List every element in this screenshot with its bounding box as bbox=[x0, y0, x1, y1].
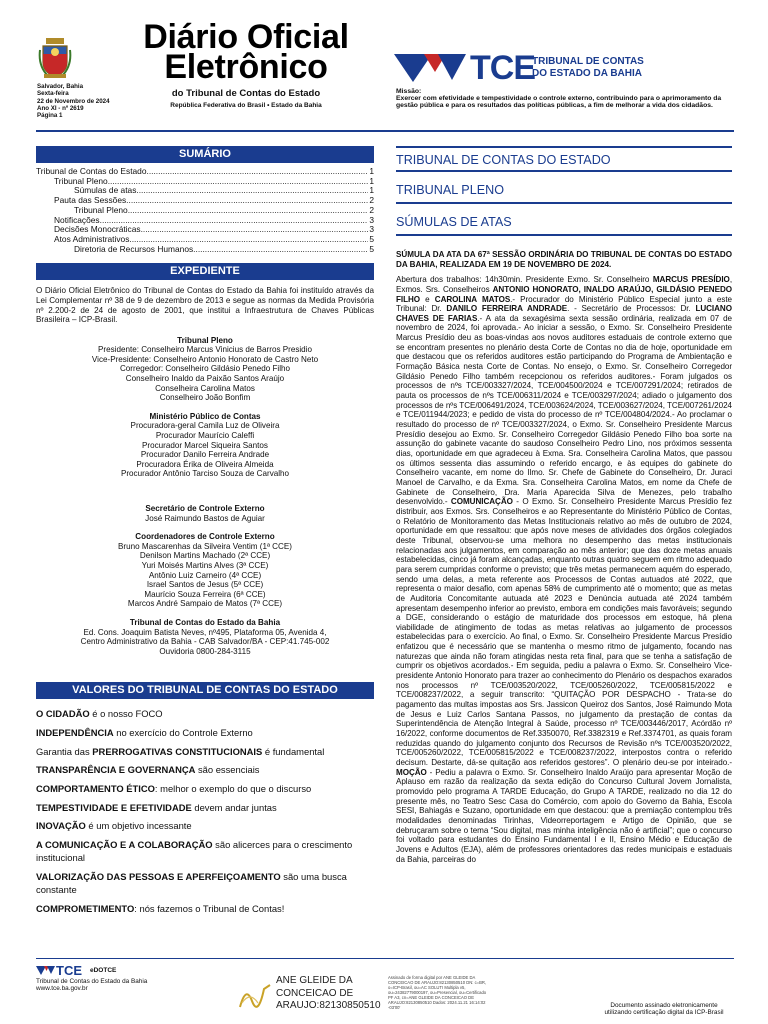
toc-entry-page: 3 bbox=[369, 215, 374, 225]
tce-address-heading: Tribunal de Contas do Estado da Bahia bbox=[129, 617, 281, 627]
toc-entry[interactable] bbox=[36, 206, 374, 216]
valor-item bbox=[36, 819, 374, 832]
toc-entry[interactable] bbox=[36, 225, 374, 235]
toc-entry[interactable] bbox=[36, 196, 374, 206]
pleno-member: Presidente: Conselheiro Marcus Vinicius de Barros Presidio bbox=[98, 345, 312, 355]
tce-logo-name-line1: TRIBUNAL DE CONTAS bbox=[532, 56, 644, 67]
body-run: .- Procurador do Ministério Público Especial junto a este Tribunal: Dr. bbox=[396, 294, 732, 314]
footer-tce-word: TCE bbox=[56, 963, 82, 978]
mission-statement bbox=[396, 88, 736, 110]
section-heading-sumulas: SÚMULAS DE ATAS bbox=[396, 210, 732, 236]
tce-logo-name-line2: DO ESTADO DA BAHIA bbox=[532, 67, 642, 79]
pleno-member: Conselheira Carolina Matos bbox=[155, 383, 255, 393]
valor-text-post: devem andar juntas bbox=[191, 801, 277, 813]
coordinator-name: Bruno Mascarenhas da Silveira Ventim (1ª CCE) bbox=[118, 541, 292, 551]
toc-entry[interactable] bbox=[36, 186, 374, 196]
header-divider bbox=[36, 130, 734, 132]
toc-entry-page: 3 bbox=[369, 225, 374, 235]
toc-entry[interactable] bbox=[36, 235, 374, 245]
body-run-bold: CAROLINA MATOS bbox=[434, 294, 511, 304]
toc-entry-page: 1 bbox=[369, 176, 374, 186]
valor-text-post: são uma busca constante bbox=[36, 871, 347, 896]
expediente-title: EXPEDIENTE bbox=[36, 263, 374, 280]
footer-edotce: eDOTCE bbox=[90, 967, 117, 974]
masthead-subtitle: do Tribunal de Contas do Estado bbox=[171, 88, 321, 99]
tce-logo bbox=[394, 50, 664, 88]
masthead-republic: República Federativa do Brasil • Estado da Bahia bbox=[170, 102, 322, 109]
toc-entry-label: Tribunal Pleno bbox=[74, 205, 128, 215]
toc-entry-page: 5 bbox=[369, 234, 374, 244]
valor-text-post: é o nosso FOCO bbox=[89, 708, 163, 720]
signer-name-line1: ANE GLEIDE DA bbox=[276, 975, 353, 986]
valor-item bbox=[36, 838, 374, 865]
mp-member: Procurador Marcel Siqueira Santos bbox=[142, 440, 268, 450]
footer-divider bbox=[36, 958, 734, 959]
toc-entry-label: Tribunal de Contas do Estado bbox=[36, 167, 147, 176]
mission-label: Missão: bbox=[396, 88, 422, 95]
valor-text-bold: COMPORTAMENTO ÉTICO bbox=[36, 783, 155, 795]
toc-entry-label: Diretoria de Recursos Humanos bbox=[74, 244, 194, 254]
body-run-bold: MARCUS PRESÍDIO bbox=[652, 275, 730, 285]
weekday-text: Sexta-feira bbox=[37, 90, 69, 98]
coordinator-name: Israel Santos de Jesus (5ª CCE) bbox=[146, 580, 264, 590]
toc-entry[interactable] bbox=[36, 216, 374, 226]
valor-text-bold: COMPROMETIMENTO bbox=[36, 903, 135, 915]
valor-item bbox=[36, 801, 374, 814]
date-text: 22 de Novembro de 2024 bbox=[37, 97, 110, 105]
toc-entry[interactable] bbox=[36, 167, 374, 177]
signer-name-line2: CONCEICAO DE bbox=[276, 987, 354, 999]
bahia-coat-of-arms-icon bbox=[38, 36, 72, 80]
valor-item bbox=[36, 763, 374, 776]
digital-signature bbox=[238, 975, 388, 1015]
page-number: Página 1 bbox=[37, 112, 63, 120]
signature-seal-icon bbox=[238, 981, 272, 1011]
toc-entry-label: Pauta das Sessões bbox=[54, 196, 127, 206]
toc-entry-label: Notificações bbox=[54, 215, 100, 225]
body-run: . - Secretário de Processos: Dr. bbox=[567, 304, 696, 314]
coordinator-name: Marcos André Sampaio de Matos (7ª CCE) bbox=[127, 599, 283, 609]
mp-block bbox=[36, 412, 374, 479]
valor-text-post: é um objetivo incessante bbox=[85, 820, 192, 832]
mission-text: Exercer com efetividade e tempestividade o controle externo, contribuindo para o aprimoramento da gestão pública e para os resultados das políticas públicas, a fim de melhorar a vida dos cidadãos. bbox=[396, 95, 722, 110]
tce-logo-word: TCE bbox=[470, 49, 535, 87]
toc-dot-leader bbox=[147, 167, 369, 177]
sumula-body bbox=[396, 275, 732, 864]
pleno-list bbox=[36, 345, 374, 403]
tce-address-line: Ouvidoria 0800-284-3115 bbox=[159, 646, 251, 656]
coordinators-heading: Coordenadores de Controle Externo bbox=[135, 532, 275, 542]
tce-emblem-icon bbox=[394, 52, 470, 86]
masthead bbox=[126, 18, 366, 109]
location-text: Salvador, Bahia bbox=[37, 83, 84, 90]
toc-entry-label: Decisões Monocráticas bbox=[54, 225, 141, 235]
body-run: .- A ata da sexagésima sexta sessão ordinária, realizada em 07 de novembro de 2024, foi aprovada.- Ao iniciar a sessão, o Exmo. Sr. Conselheiro Presidente Marcus Presídio deu as boas-vindas aos novos auditores estaduais de controle externo que se encontram presentes no plenário desta Corte de Contas no dia de hoje, oportunidade em que destacou que os referidos auditores estão participando do Programa de Ambientação e Formação Básica nesta Corte de Contas. No ensejo, o Exmo. Sr. Conselheiro Corregedor Gildásio Penedo Filho também recepcionou os referidos auditores.- Foram julgados os processos de nºs TCE/003327/2024, TCE/004500/2024 e TCE/007291/2024; retirados de pauta os processos de nºs TCE/006311/2024 e TCE/003297/2024; adiado o julgamento dos processos de nºs TCE/006491/2024, TCE/003624/2024, TCE/003627/2024, TCE/007261/2024 e TCE/011944/2023; e pedido de vista do processo de nº TCE/004804/2024.- Ao proclamar o resultado do processo de nº TCE/003327/2024, o Exmo. Sr. Conselheiro Presidente Marcus Presídio desejou ao Exmo. Sr. Conselheiro Corregedor Gildásio Penedo Filho boa sorte na assunção do gabinete vacante do saudoso Conselheiro Pedro Lino, nos próximos sessenta dias, oportunidade em que agradeceu à Exma. Sra. Conselheira Carolina Matos, que passou os últimos sessenta dias assumindo o referido encargo, e às equipes do gabinete do Conselheiro vacante, em nome do Ilmo. Sr. Chefe de Gabinete do Conselheiro, Dr. Juraci Manoel de Carvalho, e da Exma. Sra. Conselheira Carolina Matos, em nome da Chefe de Gabinete de Conselheiro, Dra. Maria Aparecida Silva de Menezes, pelo trabalho desenvolvido.- bbox=[396, 313, 732, 507]
coordinator-name: Yuri Moisés Martins Alves (3ª CCE) bbox=[141, 560, 269, 570]
toc-dot-leader bbox=[193, 245, 368, 255]
sumario-title: SUMÁRIO bbox=[36, 146, 374, 163]
secretary-name: José Raimundo Bastos de Aguiar bbox=[145, 513, 265, 523]
body-run-bold: ANTONIO HONORATO, INALDO ARAÚJO, GILDÁSIO PENEDO FILHO bbox=[396, 284, 732, 304]
section-heading-pleno: TRIBUNAL PLENO bbox=[396, 178, 732, 204]
valor-text-post: : nós fazemos o Tribunal de Contas! bbox=[134, 903, 285, 915]
tce-address-list bbox=[36, 628, 374, 657]
valor-text-bold: O CIDADÃO bbox=[36, 708, 90, 720]
signer-name bbox=[276, 975, 381, 1013]
valor-text-bold: TEMPESTIVIDADE E EFETIVIDADE bbox=[36, 801, 192, 813]
body-run-bold: MOÇÃO bbox=[396, 767, 427, 777]
mp-member: Procuradora-geral Camila Luz de Oliveira bbox=[130, 421, 280, 431]
left-column bbox=[36, 146, 374, 921]
footer-certification-line2: utilizando certificação digital da ICP-Brasil bbox=[604, 1009, 724, 1017]
pleno-member: Corregedor: Conselheiro Gildásio Penedo Filho bbox=[119, 364, 291, 374]
valor-text-bold: INOVAÇÃO bbox=[36, 820, 86, 832]
toc-dot-leader bbox=[128, 206, 369, 216]
signature-details: Assinado de forma digital por ANE GLEIDE DA CONCEICAO DE ARAUJO:82130850510 DN: c=BR, o=ICP-Brasil, ou=AC SOLUTI Multipla v5, ou=24382779000197, ou=Presencial, ou=Certificado PF A3, cn=ANE GLEIDE DA CONCEICAO DE ARAUJO:82130850510 Dados: 2024.11.21 16:14:02 -03'00' bbox=[388, 975, 487, 1010]
toc-dot-leader bbox=[129, 235, 368, 245]
valor-text-post: são essenciais bbox=[195, 764, 260, 776]
pleno-member: Conselheiro Inaldo da Paixão Santos Araújo bbox=[125, 374, 285, 384]
mp-member: Procuradora Érika de Oliveira Almeida bbox=[136, 459, 274, 469]
toc-dot-leader bbox=[100, 216, 369, 226]
toc-entry-page: 5 bbox=[369, 244, 374, 254]
page-header bbox=[0, 0, 768, 140]
body-run: , Exmos. Srs. Conselheiros bbox=[396, 275, 733, 294]
masthead-title-line2: Eletrônico bbox=[164, 48, 328, 86]
valor-item bbox=[36, 707, 374, 720]
page-footer bbox=[0, 958, 768, 1024]
toc-entry-label: Súmulas de atas bbox=[74, 186, 137, 196]
mp-list bbox=[36, 421, 374, 479]
toc-entry[interactable] bbox=[36, 177, 374, 187]
footer-institution: Tribunal de Contas do Estado da Bahia bbox=[36, 978, 148, 985]
table-of-contents bbox=[36, 167, 374, 254]
valores-title: VALORES DO TRIBUNAL DE CONTAS DO ESTADO bbox=[36, 682, 374, 699]
tce-emblem-small-icon bbox=[36, 966, 56, 976]
tce-address-line: Centro Administrativo da Bahia - CAB Salvador/BA - CEP:41.745-002 bbox=[80, 637, 330, 647]
mp-heading: Ministério Público de Contas bbox=[149, 411, 261, 421]
mp-member: Procurador Antônio Tarciso Souza de Carvalho bbox=[120, 469, 290, 479]
valor-item bbox=[36, 902, 374, 915]
valor-text-bold: VALORIZAÇÃO DAS PESSOAS E APERFEIÇOAMENTO bbox=[36, 871, 281, 883]
toc-dot-leader bbox=[108, 177, 369, 187]
body-run: - Pediu a palavra o Exmo. Sr. Conselheiro Inaldo Araújo para apresentar Moção de Aplauso em razão da realização da sexta edição do Concurso Cultural Jovem Jornalista, promovido pelo programa A TARDE Educação, do Grupo A TARDE, realizado no dia 12 do presente mês, no Teatro Sesc Casa do Comércio, com apoio do Governo da Bahia, Escola SESI, Bahiagás e Suzano, oportunidade em que destacou: que a premiação contemplou três modalidades denominadas Tirinhas, Videorreportagem e Artigo de Opinião, que se debruçaram sobre o tema “Sou digital, mas minha inteligência não é artificial”; que o concurso foi voltado para estudantes do Ensino Fundamental I e II, Ensino Médio e Educação de Jovens e Adultos (EJA), além de professores orientadores das redes municipais e estaduais da Bahia, parceiras do bbox=[396, 767, 732, 864]
toc-dot-leader bbox=[141, 225, 369, 235]
footer-tce-logo bbox=[36, 965, 96, 977]
body-run-bold: COMUNICAÇÃO bbox=[450, 497, 513, 507]
pleno-block bbox=[36, 336, 374, 403]
footer-certification bbox=[596, 1002, 732, 1017]
secretary-block bbox=[36, 504, 374, 523]
toc-entry-page: 2 bbox=[369, 196, 374, 206]
edition-number: Ano XI - nº 2619 bbox=[37, 104, 84, 112]
body-run: e bbox=[420, 294, 435, 304]
masthead-title-line1: Diário Oficial bbox=[143, 18, 349, 56]
valor-item bbox=[36, 870, 374, 897]
valor-text-bold: TRANSPARÊNCIA E GOVERNANÇA bbox=[36, 764, 196, 776]
valor-text-bold: INDEPENDÊNCIA bbox=[36, 727, 114, 739]
pleno-member: Conselheiro João Bonfim bbox=[159, 393, 251, 403]
coordinators-block bbox=[36, 532, 374, 609]
mp-member: Procurador Maurício Caleffi bbox=[155, 431, 255, 441]
toc-entry[interactable] bbox=[36, 245, 374, 255]
body-run-bold: DANILO FERREIRA ANDRADE bbox=[446, 304, 568, 314]
valor-item bbox=[36, 745, 374, 758]
coordinators-list bbox=[36, 542, 374, 609]
valor-item bbox=[36, 726, 374, 739]
valor-text-post: são alicerces para o crescimento institucional bbox=[36, 839, 353, 864]
toc-entry-label: Atos Administrativos bbox=[54, 234, 130, 244]
valor-text-post: : melhor o exemplo do que o discurso bbox=[154, 783, 312, 795]
toc-dot-leader bbox=[136, 186, 368, 196]
footer-certification-line1: Documento assinado eletronicamente bbox=[610, 1002, 718, 1009]
coordinator-name: Maurício Souza Ferreira (6ª CCE) bbox=[144, 589, 266, 599]
valor-text-post: é fundamental bbox=[262, 745, 325, 757]
sumula-title: SÚMULA DA ATA DA 67ª SESSÃO ORDINÁRIA DO TRIBUNAL DE CONTAS DO ESTADO DA BAHIA, REALIZADA EM 19 DE NOVEMBRO DE 2024. bbox=[396, 250, 732, 269]
toc-entry-page: 1 bbox=[369, 186, 374, 196]
right-column bbox=[396, 146, 732, 864]
body-run-bold: LUCIANO CHAVES DE FARIAS bbox=[396, 304, 732, 323]
body-run: - O Exmo. Sr. Conselheiro Presidente Marcus Presídio fez distribuir, aos Exmos. Srs. Conselheiros e ao Representante do Ministério Público de Contas, o Relatório de Monitoramento das Metas Institucionais relativo ao mês de outubro de 2024, oportunidade em que ressaltou: que após nove meses de atividades dos órgãos colegiados deste Tribunal, observou-se uma melhora no desempenho das metas institucionais relacionadas aos julgamentos, em comparação ao mês anterior; que das doze metas anuais estabelecidas, cinco já foram alcançadas, enquanto outras quatro seguem em ritmo adequado para serem cumpridas conforme o previsto; que três metas permanecem aquém do esperado, sendo uma delas, a meta referente aos Processos de Contas autuados até 2022, que representa o maior desafio, com apenas 58% de cumprimento até o momento; que as metas de Auditoria Concomitante autuada até 2023 e Denúncia autuada até 2024 também apresentam desempenho inferior ao previsto, embora em condições mais favoráveis; segundo a DGE, considerando o estágio de maturidade dos processos em estoque, há plena viabilidade de atingimento de todas as metas relativas ao julgamento de processos estabelecidas para o exercício. Ao final, o Exmo. Sr. Conselheiro Presidente Marcus Presídio enfatizou que é necessário que se mantenha o mesmo ritmo de julgamento, focando nas naturezas que ainda não foram atingidas nesta reta final, para que se tenha a satisfação de cumprir os objetivos acordados.- Em seguida, pediu a palavra o Exmo. Sr. Conselheiro Vice-presidente Antonio Honorato para trazer ao conhecimento do Plenário os despachos exarados nos processos nº TCE/003520/2022, TCE/005260/2022, TCE/005815/2022 e TCE/008237/2022, a seguir transcrito: “QUITAÇÃO POR DESPACHO - Trata-se do pagamento das multas impostas aos Srs. Jassicon Queiroz dos Santos, José Raimundo Mota de Jesus e Luiz Carlos Santana Passos, no julgamento da prestação de contas da Superintendência de Atenção Integral à Saúde, processo nº TCE/003446/2017, Acórdão nº 16/2022, conforme documentos de Ref.3350070, Ref.3382319 e Ref.3374701, as quais foram reduzidas quando do julgamento conjunto dos Recursos de Revisão nºs TCE/003520/2022, TCE/005260/2022, TCE/005815/2022 e TCE/008237/2022, interpostos contra o referido decisum. Destarte, dá-se quitação aos referidos gestores”. O plenário deu-se por inteirado.- bbox=[396, 497, 732, 767]
coordinator-name: Antônio Luiz Carneiro (4ª CCE) bbox=[148, 570, 262, 580]
coordinator-name: Denilson Martins Machado (2ª CCE) bbox=[139, 551, 271, 561]
secretary-heading: Secretário de Controle Externo bbox=[145, 504, 265, 514]
valor-text-post: no exercício do Controle Externo bbox=[113, 727, 253, 739]
toc-dot-leader bbox=[126, 196, 368, 206]
valor-text-bold: A COMUNICAÇÃO E A COLABORAÇÃO bbox=[36, 839, 213, 851]
toc-entry-label: Tribunal Pleno bbox=[54, 176, 108, 186]
body-run: Abertura dos trabalhos: 14h30min. Presidente Exmo. Sr. Conselheiro bbox=[396, 275, 653, 285]
toc-entry-page: 1 bbox=[369, 167, 374, 176]
pleno-heading: Tribunal Pleno bbox=[177, 335, 233, 345]
tce-address-block bbox=[36, 618, 374, 656]
mp-member: Procurador Danilo Ferreira Andrade bbox=[140, 450, 270, 460]
footer-left-info bbox=[36, 978, 147, 993]
pleno-member: Vice-Presidente: Conselheiro Antonio Honorato de Castro Neto bbox=[91, 354, 319, 364]
expediente-intro: O Diário Oficial Eletrônico do Tribunal de Contas do Estado da Bahia foi instituído através da Lei Complementar nº 38 de 9 de dezembro de 2013 e segue as normas da Medida Provisória nº 2.200-2 de 24 de agosto de 2001, que institui a Infraestrutura de Chaves Públicas Brasileira – ICP-Brasil. bbox=[36, 286, 374, 325]
toc-entry-page: 2 bbox=[369, 205, 374, 215]
signer-name-line3: ARAUJO:82130850510 bbox=[276, 1000, 381, 1011]
tce-logo-name bbox=[532, 56, 644, 79]
valores-list bbox=[36, 707, 374, 915]
valor-item bbox=[36, 782, 374, 795]
footer-website-link[interactable]: www.tce.ba.gov.br bbox=[36, 985, 88, 993]
tce-address-line: Ed. Cons. Joaquim Batista Neves, nº495, Plataforma 05, Avenida 4, bbox=[83, 627, 327, 637]
section-heading-tce: TRIBUNAL DE CONTAS DO ESTADO bbox=[396, 146, 732, 172]
secretary-list bbox=[36, 514, 374, 524]
valor-text-pre: Garantia das bbox=[36, 745, 93, 757]
valor-text-bold: PRERROGATIVAS CONSTITUCIONAIS bbox=[92, 745, 263, 757]
